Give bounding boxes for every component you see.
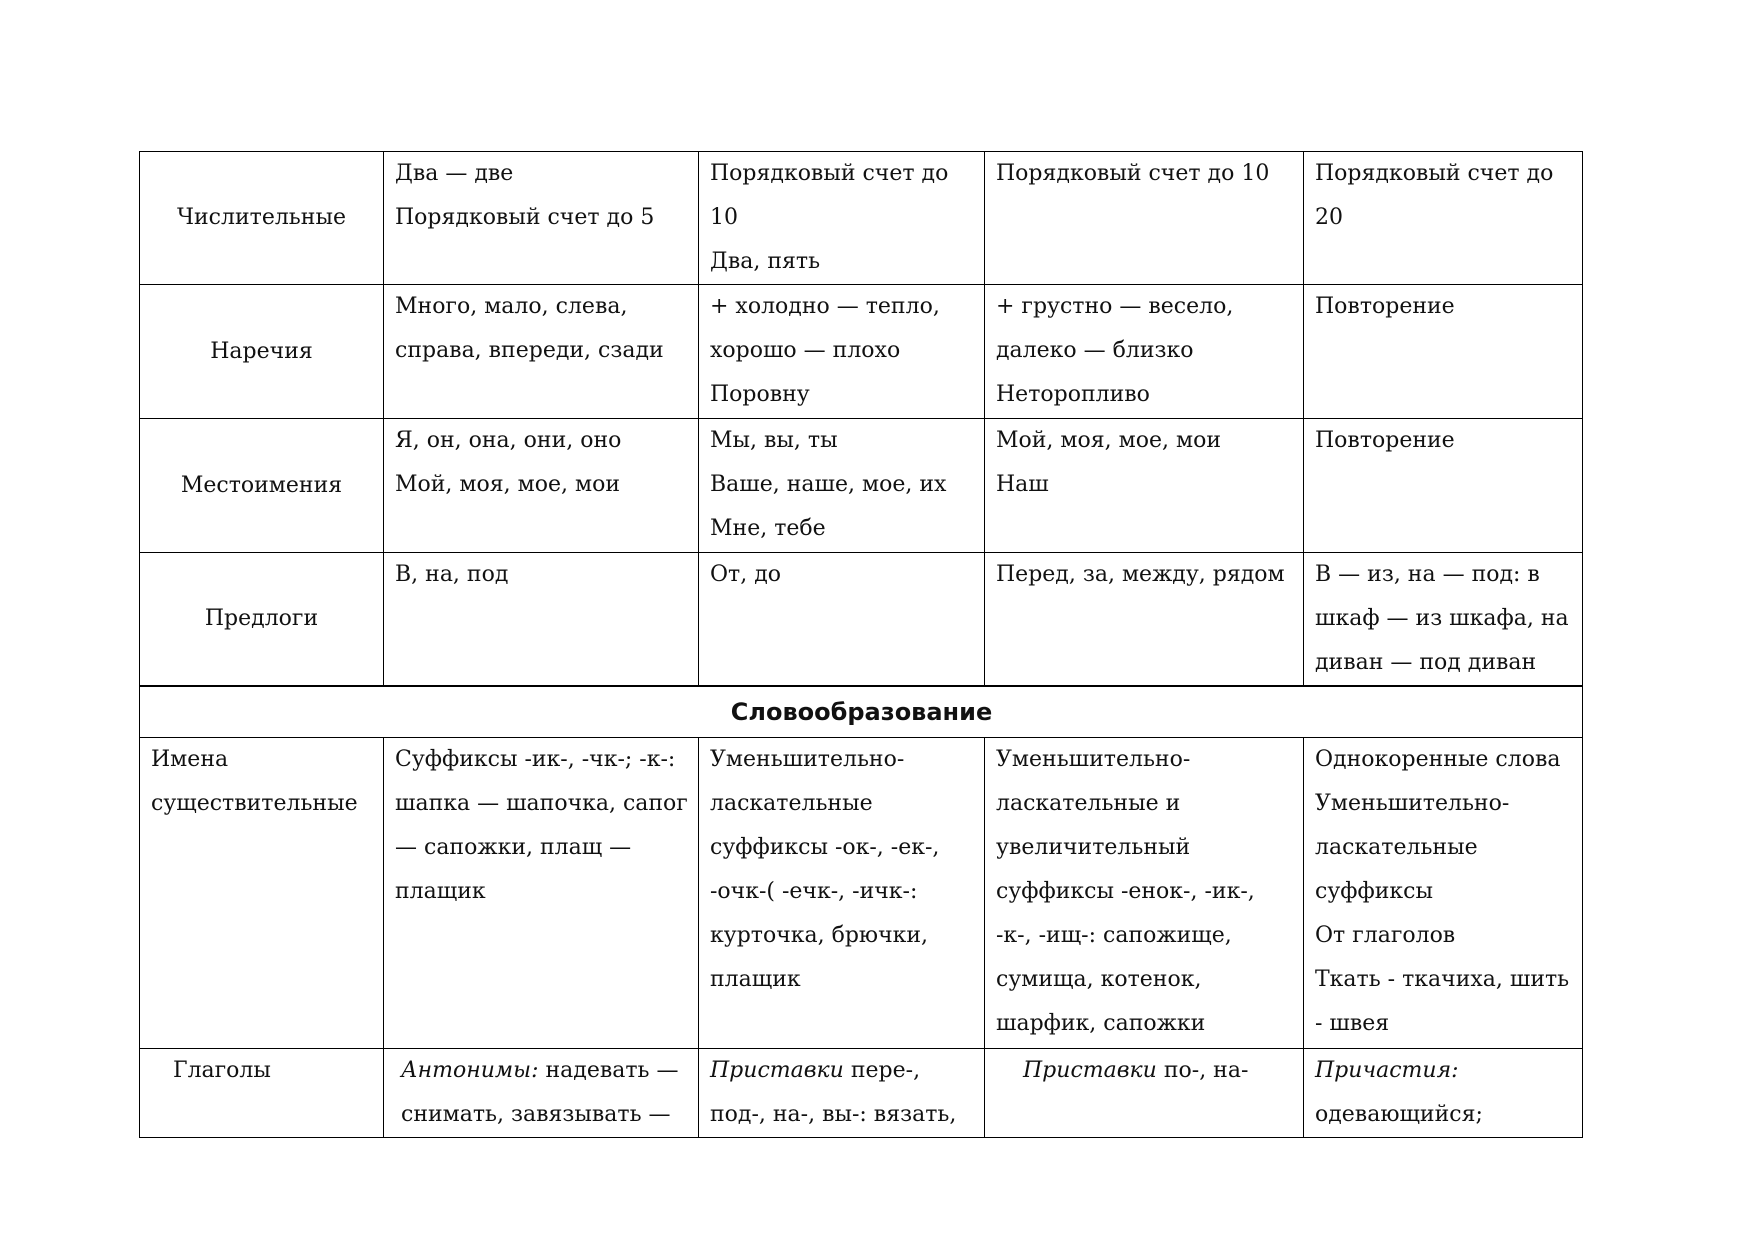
table-cell [699,1049,985,1138]
cell-line: Поровну [710,382,810,407]
table-cell [985,152,1304,285]
row-category: Числительные [140,152,384,285]
cell-line: Однокоренные слова [1315,747,1561,772]
table-cell [985,285,1304,419]
table-cell [1304,419,1583,553]
table-cell [699,553,985,687]
cell-line: Порядковый счет до 5 [395,205,655,230]
row-category: Глаголы [140,1049,384,1138]
table-row [140,152,1583,285]
row-category: Местоимения [140,419,384,553]
table-cell [384,285,699,419]
cell-line: Я, он, она, они, оно [395,428,622,453]
table-row [140,553,1583,687]
table-cell [384,419,699,553]
table-cell [384,738,699,1049]
cell-line: Повторение [1315,294,1455,319]
cell-line: В, на, под [395,562,509,587]
table-cell [1304,738,1583,1049]
cell-line: Наш [996,472,1049,497]
row-category: Предлоги [140,553,384,687]
row-category: Наречия [140,285,384,419]
cell-line: От глаголов [1315,923,1456,948]
cell-line: Мой, моя, мое, мои [996,428,1222,453]
table-cell [384,1049,699,1138]
cell-line: + грустно — весело, далеко — близко [996,294,1234,363]
table-cell [1304,553,1583,687]
cell-text: одевающийся; [1315,1102,1483,1127]
table-cell [985,419,1304,553]
table-row [140,285,1583,419]
table-row [140,1049,1583,1138]
cell-line: Уменьшительно-ласкательные суффиксы [1315,791,1510,904]
cell-line: Мне, тебе [710,516,826,541]
cell-line: Суффиксы -ик-, -чк-; -к-: шапка — шапочка, сапог — сапожки, плащ — плащик [395,747,688,904]
cell-line: Уменьшительно-ласкательные и увеличительный суффиксы -енок-, -ик-, -к-, -ищ-: сапожище, сумища, котенок, шарфик, сапожки [996,747,1255,1036]
cell-line: От, до [710,562,781,587]
cell-line: Неторопливо [996,382,1150,407]
italic-label: Приставки [710,1058,844,1083]
italic-label: Приставки [1023,1058,1157,1083]
cell-line: Уменьшительно-ласкательные суффиксы -ок-, -ек-, -очк-( -ечк-, -ичк-: курточка, брючки, плащик [710,747,940,992]
cell-line: + холодно — тепло, хорошо — плохо [710,294,940,363]
table-row [140,738,1583,1049]
table-cell [985,1049,1304,1138]
grammar-table [139,151,1583,1138]
table-cell [384,553,699,687]
cell-line: Мы, вы, ты [710,428,838,453]
cell-line: Порядковый счет до 10 [710,161,949,230]
cell-line: Порядковый счет до 10 [996,161,1270,186]
table-cell [1304,152,1583,285]
italic-label: Причастия: [1315,1058,1459,1083]
table-cell [699,285,985,419]
cell-line: Порядковый счет до 20 [1315,161,1554,230]
table-cell [1304,1049,1583,1138]
row-category: Имена существительные [140,738,384,1049]
table-cell [699,738,985,1049]
table-row [140,419,1583,553]
cell-text: пере-, под-, на-, вы-: вязать, [710,1058,957,1127]
table-cell [1304,285,1583,419]
cell-line: В — из, на — под: в шкаф — из шкафа, на диван — под диван [1315,562,1569,675]
section-title: Словообразование [140,686,1583,738]
section-header-row [140,686,1583,738]
table-cell [384,152,699,285]
table-cell [699,419,985,553]
cell-text: по-, на- [1156,1058,1249,1083]
italic-label: Антонимы: [401,1058,539,1083]
table-cell [699,152,985,285]
table-cell [985,553,1304,687]
cell-line: Много, мало, слева, справа, впереди, сзади [395,294,664,363]
cell-line: Два — две [395,161,514,186]
cell-line: Мой, моя, мое, мои [395,472,621,497]
cell-line: Два, пять [710,249,821,274]
table-cell [985,738,1304,1049]
cell-line: Ваше, наше, мое, их [710,472,947,497]
cell-line: Ткать - ткачиха, шить - швея [1315,967,1570,1036]
cell-line: Повторение [1315,428,1455,453]
cell-text: надевать — снимать, завязывать — [401,1058,679,1127]
cell-line: Перед, за, между, рядом [996,562,1285,587]
